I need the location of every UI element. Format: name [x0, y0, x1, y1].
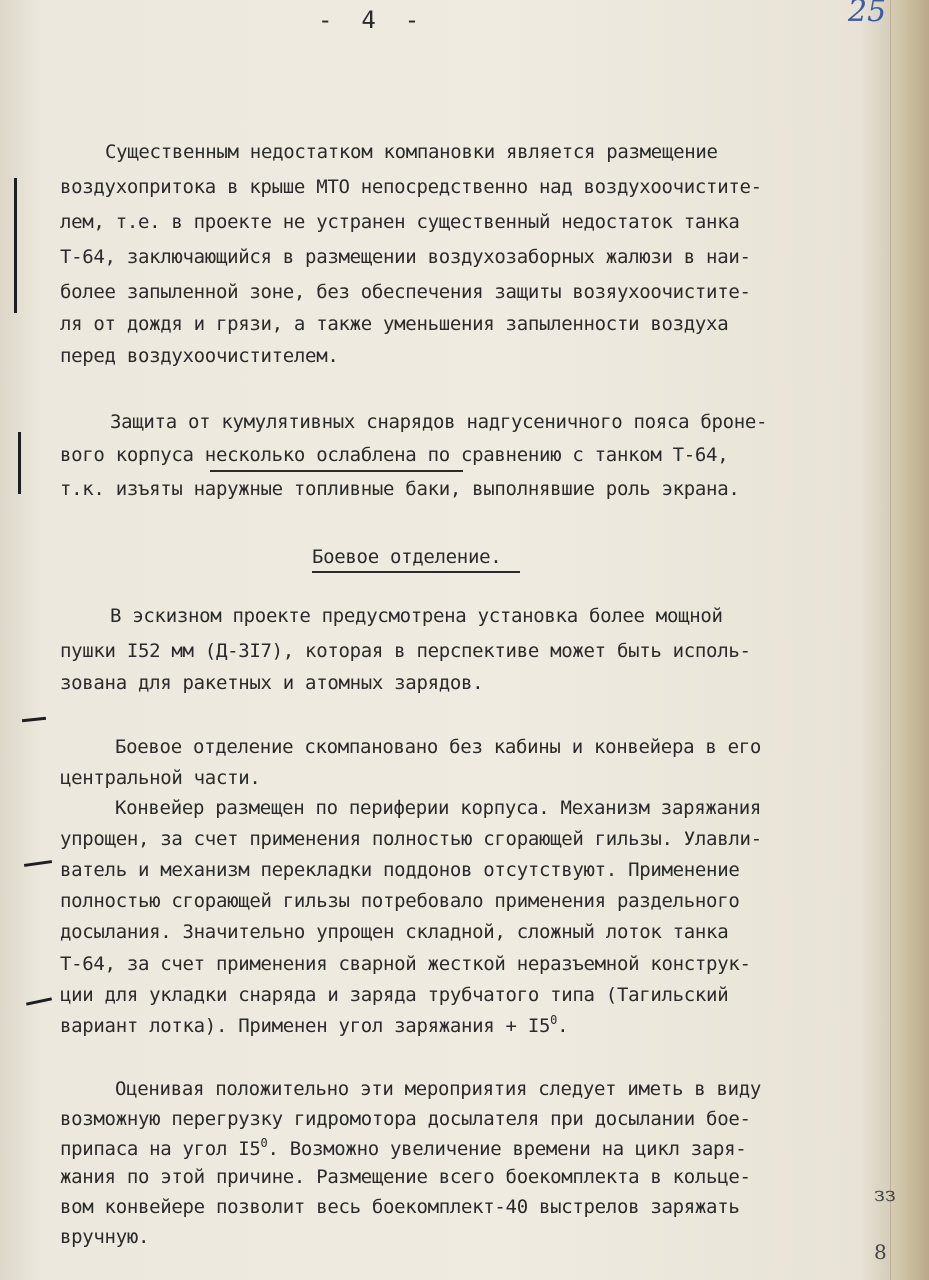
- paragraph-line: центральной части.: [60, 767, 261, 789]
- paragraph-line: ватель и механизм перекладки поддонов отсутствуют. Применение: [60, 859, 740, 881]
- paragraph-line-text: припаса на угол I5: [60, 1138, 261, 1160]
- paragraph-line: Т-64, заключающийся в размещении воздухозаборных жалюзи в наи-: [60, 246, 751, 268]
- margin-note: 8: [874, 1240, 887, 1264]
- paragraph-line: [60, 1136, 746, 1160]
- paragraph-line: В эскизном проекте предусмотрена установка более мощной: [110, 605, 723, 627]
- paragraph-line: жания по этой причине. Размещение всего боекомплекта в кольце-: [60, 1166, 751, 1188]
- archive-page-number: 25: [848, 0, 887, 29]
- paragraph-line: Существенным недостатком компановки является размещение: [105, 141, 718, 163]
- page-number: - 4 -: [318, 6, 420, 34]
- paragraph-line: зована для ракетных и атомных зарядов.: [60, 672, 484, 694]
- paragraph-line: более запыленной зоне, без обеспечения защиты возяухоочистите-: [60, 281, 751, 303]
- paragraph-line: досылания. Значительно упрощен складной, сложный лоток танка: [60, 921, 729, 943]
- margin-tick: [26, 997, 52, 1005]
- paragraph-line: вручную.: [60, 1226, 150, 1248]
- paragraph-line: Конвейер размещен по периферии корпуса. Механизм заряжания: [115, 797, 762, 819]
- paragraph-line: пушки I52 мм (Д-3I7), которая в перспективе может быть исполь-: [60, 640, 751, 662]
- degree-superscript: 0: [550, 1013, 558, 1027]
- paragraph-line-tail: . Возможно увеличение времени на цикл заря-: [267, 1138, 747, 1160]
- paragraph-line: воздухопритока в крыше МТО непосредственно над воздухоочистите-: [60, 176, 762, 198]
- degree-superscript: 0: [260, 1136, 268, 1150]
- paragraph-line: т.к. изъяты наружные топливные баки, выполнявшие роль экрана.: [60, 478, 740, 500]
- paragraph-line: Боевое отделение скомпановано без кабины и конвейера в его: [115, 736, 762, 758]
- paragraph-line: вого корпуса несколько ослаблена по сравнению с танком Т-64,: [60, 444, 729, 466]
- paragraph-line: полностью сгорающей гильзы потребовало применения раздельного: [60, 890, 740, 912]
- paragraph-line-text: вариант лотка). Применен угол заряжания + I5: [60, 1015, 551, 1037]
- paragraph-line: ции для укладки снаряда и заряда трубчатого типа (Тагильский: [60, 984, 729, 1006]
- margin-tick: [24, 860, 52, 867]
- paragraph-line: [60, 1013, 568, 1037]
- margin-note: зз: [874, 1182, 896, 1206]
- margin-bar: [14, 178, 17, 313]
- paragraph-line: ля от дождя и грязи, а также уменьшения запыленности воздуха: [60, 313, 729, 335]
- margin-tick: [22, 717, 46, 722]
- line-end: .: [557, 1015, 569, 1037]
- paragraph-line: упрощен, за счет применения полностью сгорающей гильзы. Улавли-: [60, 828, 762, 850]
- folder-edge: [890, 0, 929, 1280]
- section-heading: Боевое отделение.: [312, 546, 502, 568]
- paragraph-line: Т-64, за счет применения сварной жесткой неразъемной конструк-: [60, 953, 751, 975]
- paragraph-line: вом конвейере позволит весь боекомплект-40 выстрелов заряжать: [60, 1196, 740, 1218]
- margin-bar: [18, 432, 21, 494]
- paragraph-line: лем, т.е. в проекте не устранен существенный недостаток танка: [60, 211, 740, 233]
- heading-underline: [312, 571, 520, 573]
- paragraph-line: Оценивая положительно эти мероприятия следует иметь в виду: [115, 1078, 762, 1100]
- paragraph-line: возможную перегрузку гидромотора досылателя при досылании бое-: [60, 1108, 751, 1130]
- paragraph-line: Защита от кумулятивных снарядов надгусеничного пояса броне-: [110, 411, 768, 433]
- paragraph-line: перед воздухоочистителем.: [60, 345, 339, 367]
- handwritten-underline: [210, 470, 463, 472]
